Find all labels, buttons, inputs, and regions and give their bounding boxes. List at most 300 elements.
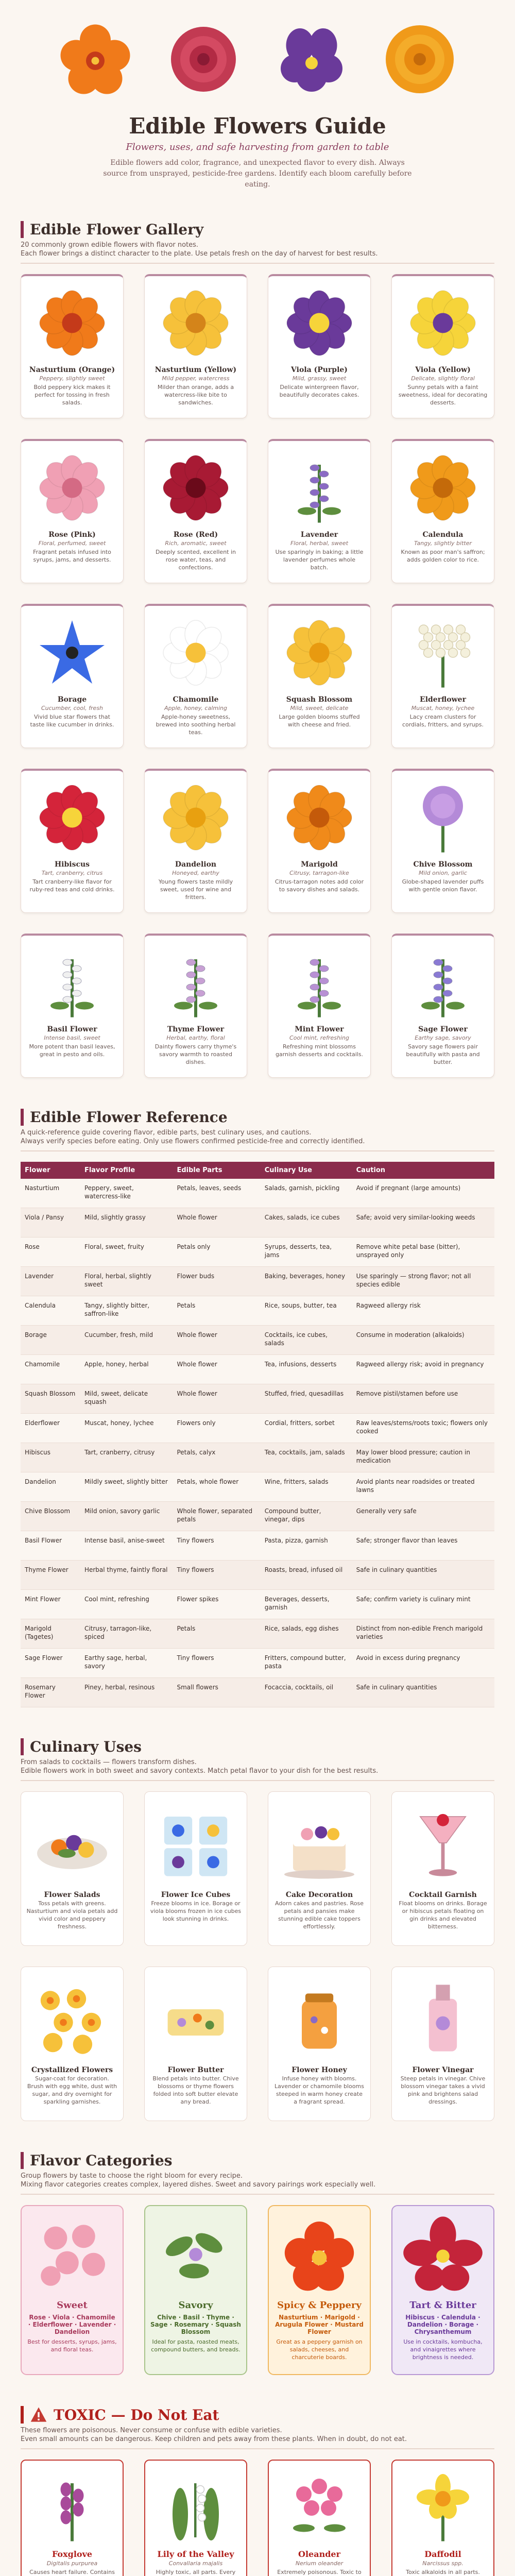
toxic-scientific-name: Narcissus spp. [422,2560,464,2567]
toxic-desc: Toxic alkaloids in all parts. [406,2569,480,2575]
table-cell: Petals, whole flower [173,1472,260,1502]
table-cell: Flower spikes [173,1590,260,1619]
gallery-sub2: Each flower brings a distinct character to the plate. Use petals fresh on the day of harvest for best results. [21,250,378,258]
flower-icon [33,779,111,856]
flower-name: Rose (Red) [173,531,218,539]
table-cell: Roasts, bread, infused oil [261,1561,352,1590]
table-cell: Earthy sage, herbal, savory [80,1649,173,1678]
table-cell: Rosemary Flower [21,1678,80,1707]
flower-name: Chamomile [173,696,219,704]
flower-card [144,604,247,748]
table-cell: Floral, sweet, fruity [80,1238,173,1267]
flower-card [144,934,247,1078]
warning-icon [30,2406,47,2424]
table-cell: Tiny flowers [173,1649,260,1678]
toxic-title-row [21,2406,494,2424]
table-row [21,1296,494,1326]
flower-icon [157,614,234,691]
table-cell: Cucumber, fresh, mild [80,1326,173,1355]
toxic-sub1: These flowers are poisonous. Never consume or confuse with edible varieties. [21,2427,282,2434]
table-cell: Compound butter, vinegar, dips [261,1502,352,1531]
flower-name: Mint Flower [295,1025,344,1033]
column-header: Culinary Use [261,1162,352,1179]
table-row [21,1472,494,1502]
toxic-plant-icon [157,2468,234,2545]
flower-name: Lavender [300,531,338,539]
flower-name: Borage [57,696,87,704]
use-name: Flower Honey [291,2066,347,2074]
toxic-desc: Extremely poisonous. Toxic to [277,2569,362,2575]
flavor-name: Savory [178,2300,213,2311]
table-cell: Mildly sweet, slightly bitter [80,1472,173,1502]
flavor-desc: Best for desserts, syrups, jams, and floral teas. [27,2338,117,2353]
table-cell: Tea, infusions, desserts [261,1355,352,1384]
use-name: Flower Salads [44,1891,100,1899]
flower-taste: Mild, grassy, sweet [292,375,347,382]
flower-icon [281,779,358,856]
table-cell: Mint Flower [21,1590,80,1619]
flower-taste: Rich, aromatic, sweet [165,540,227,547]
flower-desc: Large golden blooms stuffed with cheese and fried. [279,714,360,728]
table-cell: Safe; stronger flavor than leaves [352,1531,494,1561]
flower-desc: Citrus-tarragon notes add color to savory dishes and salads. [274,878,364,893]
table-cell: Syrups, desserts, tea, jams [261,1238,352,1267]
flower-desc: Delicate wintergreen flavor, beautifully decorates cakes. [279,384,359,398]
use-desc: Toss petals with greens. Nasturtium and viola petals add vivid color and peppery freshness. [26,1900,118,1930]
uses-title: Culinary Uses [21,1738,494,1755]
table-cell: Petals [173,1619,260,1649]
flavor-desc: Ideal for pasta, roasted meats, compound butters, and breads. [151,2338,241,2353]
flower-taste: Mild, sweet, delicate [290,705,349,711]
table-cell: Remove pistil/stamen before use [352,1384,494,1414]
flower-card [391,934,494,1078]
toxic-name: Foxglove [52,2549,93,2559]
flower-desc: Savory sage flowers pair beautifully with pasta and butter. [406,1043,480,1065]
table-row [21,1531,494,1561]
flower-desc: Fragrant petals infused into syrups, jams, and desserts. [33,549,111,563]
flower-icon [404,779,482,856]
table-cell: Lavender [21,1267,80,1296]
table-cell: Chamomile [21,1355,80,1384]
table-cell: Salads, garnish, pickling [261,1179,352,1208]
table-cell: Generally very safe [352,1502,494,1531]
table-cell: Viola / Pansy [21,1208,80,1238]
table-cell: Tart, cranberry, citrusy [80,1443,173,1472]
table-cell: Hibiscus [21,1443,80,1472]
viola-icon [273,21,350,98]
toxic-scientific-name: Digitalis purpurea [46,2560,98,2567]
flower-card [268,934,371,1078]
table-row [21,1267,494,1296]
flavor-illustration-icon [399,2213,487,2296]
flower-card [21,604,124,748]
flower-desc: Vivid blue star flowers that taste like cucumber in drinks. [30,714,114,728]
flower-desc: Known as poor man's saffron; adds golden color to rice. [401,549,485,563]
flavors-sub1: Group flowers by taste to choose the right bloom for every recipe. [21,2172,243,2180]
flower-card [391,769,494,913]
toxic-plant-icon [281,2468,358,2545]
page-title: Edible Flowers Guide [129,113,386,139]
flower-desc: Sunny petals with a faint sweetness, ideal for decorating desserts. [398,384,488,406]
table-cell: Intense basil, anise-sweet [80,1531,173,1561]
gallery-title: Edible Flower Gallery [21,221,494,238]
table-header-row [21,1162,494,1179]
flavor-list: Nasturtium · Marigold · Arugula Flower · Mustard Flower [275,2314,364,2335]
use-desc: Sugar-coat for decoration. Brush with egg white, dust with sugar, and dry overnight for sparkling garnishes. [27,2075,117,2105]
toxic-name: Oleander [298,2549,340,2559]
table-cell: Petals, leaves, seeds [173,1179,260,1208]
flower-name: Dandelion [175,860,217,869]
flavor-card [391,2205,494,2375]
flavor-illustration-icon [28,2213,116,2296]
table-cell: Whole flower [173,1355,260,1384]
flower-card [268,274,371,418]
use-card [268,1967,371,2121]
table-cell: Avoid if pregnant (large amounts) [352,1179,494,1208]
divider [21,263,494,264]
toxic-scientific-name: Nerium oleander [295,2560,344,2567]
divider [21,2194,494,2195]
flavors-section [0,2131,515,2385]
table-cell: Mild onion, savory garlic [80,1502,173,1531]
use-card [21,1967,124,2121]
flower-desc: Lacy cream clusters for cordials, fritters, and syrups. [402,714,484,728]
table-cell: Flower buds [173,1267,260,1296]
table-cell: Sage Flower [21,1649,80,1678]
table-cell: Rice, salads, egg dishes [261,1619,352,1649]
use-illustration-icon [28,1974,116,2062]
table-cell: Cool mint, refreshing [80,1590,173,1619]
table-row [21,1443,494,1472]
flower-name: Basil Flower [47,1025,97,1033]
flower-card [21,934,124,1078]
use-name: Flower Vinegar [412,2066,474,2074]
flower-card [21,274,124,418]
table-cell: Wine, fritters, salads [261,1472,352,1502]
table-cell: Flowers only [173,1414,260,1443]
flower-taste: Floral, herbal, sweet [290,540,349,547]
table-cell: Marigold (Tagetes) [21,1619,80,1649]
toxic-desc: Causes heart failure. Contains [29,2569,115,2575]
toxic-plant-icon [33,2468,111,2545]
table-cell: Dandelion [21,1472,80,1502]
table-cell: Tiny flowers [173,1531,260,1561]
flower-icon [404,449,482,527]
flower-taste: Peppery, slightly sweet [39,375,105,382]
table-row [21,1208,494,1238]
table-cell: Fritters, compound butter, pasta [261,1649,352,1678]
use-illustration-icon [28,1799,116,1887]
table-cell: Elderflower [21,1414,80,1443]
flower-name: Sage Flower [418,1025,468,1033]
flower-taste: Intense basil, sweet [44,1035,100,1041]
flower-taste: Honeyed, earthy [172,870,219,876]
table-cell: Citrusy, tarragon-like, spiced [80,1619,173,1649]
table-cell: Safe in culinary quantities [352,1678,494,1707]
table-cell: Distinct from non-edible French marigold varieties [352,1619,494,1649]
table-cell: Basil Flower [21,1531,80,1561]
toxic-section [0,2385,515,2576]
flavor-name: Spicy & Peppery [277,2300,362,2311]
gallery-sub1: 20 commonly grown edible flowers with flavor notes. [21,241,199,249]
uses-section [0,1718,515,2131]
flower-name: Marigold [301,860,338,869]
use-name: Cocktail Garnish [409,1891,477,1899]
table-cell: Cordial, fritters, sorbet [261,1414,352,1443]
flavor-list: Hibiscus · Calendula · Dandelion · Borage · Chrysanthemum [405,2314,480,2335]
reference-title: Edible Flower Reference [21,1109,494,1126]
flower-icon [281,614,358,691]
flower-desc: Deeply scented, excellent in rose water, teas, and confections. [155,549,236,571]
table-cell: Raw leaves/stems/roots toxic; flowers only cooked [352,1414,494,1443]
flower-name: Chive Blossom [413,860,473,869]
flower-taste: Tangy, slightly bitter [414,540,472,547]
table-row [21,1179,494,1208]
reference-table [21,1162,494,1707]
flower-icon [281,284,358,362]
uses-sub2: Edible flowers work in both sweet and savory contexts. Match petal flavor to your dish for the best results. [21,1767,379,1775]
flower-taste: Muscat, honey, lychee [411,705,475,711]
toxic-card [268,2460,371,2576]
use-name: Flower Butter [167,2066,224,2074]
toxic-grid [21,2460,494,2576]
table-cell: Ragweed allergy risk [352,1296,494,1326]
page-subtitle: Flowers, uses, and safe harvesting from garden to table [126,142,389,152]
flower-card [144,769,247,913]
use-illustration-icon [152,1799,239,1887]
table-cell: Focaccia, cocktails, oil [261,1678,352,1707]
flavor-card [144,2205,247,2375]
use-card [391,1967,494,2121]
use-illustration-icon [399,1799,487,1887]
toxic-card [21,2460,124,2576]
flower-name: Squash Blossom [286,696,353,704]
divider [21,1150,494,1151]
flower-desc: Bold peppery kick makes it perfect for tossing in fresh salads. [33,384,111,406]
table-cell: Floral, herbal, slightly sweet [80,1267,173,1296]
table-row [21,1590,494,1619]
table-cell: Chive Blossom [21,1502,80,1531]
flower-taste: Mild onion, garlic [419,870,467,876]
flower-icon [157,449,234,527]
flower-name: Viola (Purple) [291,366,348,374]
flower-card [144,274,247,418]
reference-sub2: Always verify species before eating. Only use flowers confirmed pesticide-free and correctly identified. [21,1138,365,1145]
table-cell: Tea, cocktails, jam, salads [261,1443,352,1472]
table-row [21,1414,494,1443]
flavor-illustration-icon [276,2213,363,2296]
flower-taste: Herbal, earthy, floral [166,1035,225,1041]
flower-card [268,769,371,913]
table-cell: Tiny flowers [173,1561,260,1590]
gallery-section [0,200,515,1088]
table-cell: Whole flower [173,1384,260,1414]
flower-icon [33,284,111,362]
toxic-name: Lily of the Valley [157,2549,234,2559]
use-desc: Blend petals into butter. Chive blossoms or thyme flowers folded into soft butter elevate any bread. [152,2075,239,2105]
table-row [21,1355,494,1384]
use-card [21,1791,124,1946]
flower-card [21,439,124,583]
flower-name: Nasturtium (Yellow) [154,366,237,374]
flower-taste: Delicate, slightly floral [411,375,475,382]
flower-icon [281,449,358,527]
flavor-desc: Use in cocktails, kombucha, and vinaigrettes where brightness is needed. [403,2338,483,2361]
table-cell: Squash Blossom [21,1384,80,1414]
flower-taste: Citrusy, tarragon-like [289,870,349,876]
flower-name: Hibiscus [54,860,90,869]
flower-icon [157,779,234,856]
flower-desc: Dainty flowers carry thyme's savory warmth to roasted dishes. [154,1043,237,1065]
table-cell: Mild, sweet, delicate squash [80,1384,173,1414]
toxic-card [391,2460,494,2576]
table-cell: Cakes, salads, ice cubes [261,1208,352,1238]
table-cell: Safe; confirm variety is culinary mint [352,1590,494,1619]
table-cell: Safe in culinary quantities [352,1561,494,1590]
toxic-scientific-name: Convallaria majalis [168,2560,223,2567]
table-cell: Whole flower [173,1208,260,1238]
table-cell: Avoid plants near roadsides or treated lawns [352,1472,494,1502]
flower-card [391,439,494,583]
flower-card [21,769,124,913]
table-cell: Thyme Flower [21,1561,80,1590]
flower-name: Elderflower [420,696,466,704]
flower-taste: Earthy sage, savory [415,1035,471,1041]
uses-grid [21,1791,494,2121]
flower-card [268,604,371,748]
use-illustration-icon [399,1974,487,2062]
use-name: Crystallized Flowers [31,2066,113,2074]
flower-card [144,439,247,583]
flavor-list: Chive · Basil · Thyme · Sage · Rosemary · Squash Blossom [150,2314,241,2335]
table-cell: Rice, soups, butter, tea [261,1296,352,1326]
flower-icon [281,944,358,1021]
table-cell: Safe; avoid very similar-looking weeds [352,1208,494,1238]
table-cell: Use sparingly — strong flavor; not all species edible [352,1267,494,1296]
flower-desc: Young flowers taste mildly sweet, used for wine and fritters. [158,878,233,901]
flower-icon [33,614,111,691]
flavor-name: Sweet [57,2300,88,2311]
table-cell: Calendula [21,1296,80,1326]
table-cell: Nasturtium [21,1179,80,1208]
use-desc: Float blooms on drinks. Borage or hibiscus petals floating on gin drinks and elevated bitterness. [399,1900,487,1930]
flower-desc: Tart cranberry-like flavor for ruby-red teas and cold drinks. [29,878,115,893]
flower-taste: Mild pepper, watercress [162,375,230,382]
flavor-illustration-icon [152,2213,239,2296]
flavors-sub2: Mixing flavor categories creates complex, layered dishes. Sweet and savory pairings work especially well. [21,2181,376,2189]
column-header: Caution [352,1162,494,1179]
use-desc: Freeze blooms in ice. Borage or viola blooms frozen in ice cubes look stunning in drinks. [150,1900,242,1922]
table-cell: Tangy, slightly bitter, saffron-like [80,1296,173,1326]
table-cell: Petals [173,1296,260,1326]
flavor-list: Rose · Viola · Chamomile · Elderflower · Lavender · Dandelion [28,2314,116,2335]
use-desc: Steep petals in vinegar. Chive blossom vinegar takes a vivid pink and brightens salad dressings. [400,2075,486,2105]
flower-card [391,274,494,418]
divider [21,1780,494,1781]
flavor-desc: Great as a peppery garnish on salads, cheeses, and charcuterie boards. [276,2338,363,2361]
flower-icon [33,449,111,527]
table-cell: Peppery, sweet, watercress-like [80,1179,173,1208]
flower-icon [157,284,234,362]
orange-flower-icon [57,21,134,98]
use-illustration-icon [152,1974,239,2062]
table-cell: Small flowers [173,1678,260,1707]
use-name: Flower Ice Cubes [161,1891,231,1899]
flower-desc: Milder than orange, adds a watercress-like bite to sandwiches. [157,384,234,406]
flower-name: Calendula [422,531,464,539]
table-cell: Apple, honey, herbal [80,1355,173,1384]
flower-card [391,604,494,748]
table-row [21,1678,494,1707]
table-cell: May lower blood pressure; caution in medication [352,1443,494,1472]
table-cell: Whole flower, separated petals [173,1502,260,1531]
flower-name: Thyme Flower [167,1025,225,1033]
flower-taste: Cool mint, refreshing [289,1035,349,1041]
flower-desc: Globe-shaped lavender puffs with gentle onion flavor. [402,878,484,893]
use-desc: Adorn cakes and pastries. Rose petals and pansies make stunning edible cake toppers effortlessly. [274,1900,364,1930]
page-header [0,0,515,200]
table-cell: Whole flower [173,1326,260,1355]
flower-desc: Use sparingly in baking; a little lavender perfumes whole batch. [275,549,364,571]
table-row [21,1326,494,1355]
flavor-name: Tart & Bitter [409,2300,476,2311]
flower-name: Viola (Yellow) [415,366,471,374]
flower-card [268,439,371,583]
marigold-icon [381,21,458,98]
uses-sub1: From salads to cocktails — flowers transform dishes. [21,1758,197,1766]
table-cell: Ragweed allergy risk; avoid in pregnancy [352,1355,494,1384]
gallery-grid [21,274,494,1078]
table-cell: Petals, calyx [173,1443,260,1472]
flower-taste: Floral, perfumed, sweet [38,540,106,547]
rose-icon [165,21,242,98]
page-intro: Edible flowers add color, fragrance, and unexpected flavor to every dish. Always source from unsprayed, pesticide-free gardens. Identify each bloom carefully before eating. [103,159,412,189]
use-card [144,1791,247,1946]
table-cell: Pasta, pizza, garnish [261,1531,352,1561]
divider [21,2448,494,2449]
column-header: Flower [21,1162,80,1179]
flavors-title: Flavor Categories [21,2152,494,2169]
table-row [21,1384,494,1414]
use-desc: Infuse honey with blooms. Lavender or chamomile blooms steeped in warm honey create a fragrant spread. [274,2075,364,2105]
table-cell: Consume in moderation (alkaloids) [352,1326,494,1355]
hero-flowers [21,21,494,98]
table-cell: Muscat, honey, lychee [80,1414,173,1443]
table-cell: Remove white petal base (bitter), unsprayed only [352,1238,494,1267]
flower-name: Nasturtium (Orange) [29,366,115,374]
flower-taste: Cucumber, cool, fresh [41,705,104,711]
table-row [21,1649,494,1678]
table-cell: Baking, beverages, honey [261,1267,352,1296]
flavor-grid [21,2205,494,2375]
table-cell: Herbal thyme, faintly floral [80,1561,173,1590]
use-name: Cake Decoration [285,1891,353,1899]
toxic-plant-icon [404,2468,482,2545]
table-row [21,1502,494,1531]
table-body [21,1179,494,1707]
flower-desc: Refreshing mint blossoms garnish desserts and cocktails. [275,1043,364,1058]
toxic-title: TOXIC — Do Not Eat [54,2406,219,2424]
table-row [21,1238,494,1267]
toxic-name: Daffodil [424,2549,461,2559]
table-cell: Avoid in excess during pregnancy [352,1649,494,1678]
table-row [21,1561,494,1590]
use-card [391,1791,494,1946]
use-illustration-icon [276,1799,363,1887]
flavor-card [268,2205,371,2375]
flower-icon [404,284,482,362]
flower-desc: More potent than basil leaves, great in pesto and oils. [29,1043,115,1058]
